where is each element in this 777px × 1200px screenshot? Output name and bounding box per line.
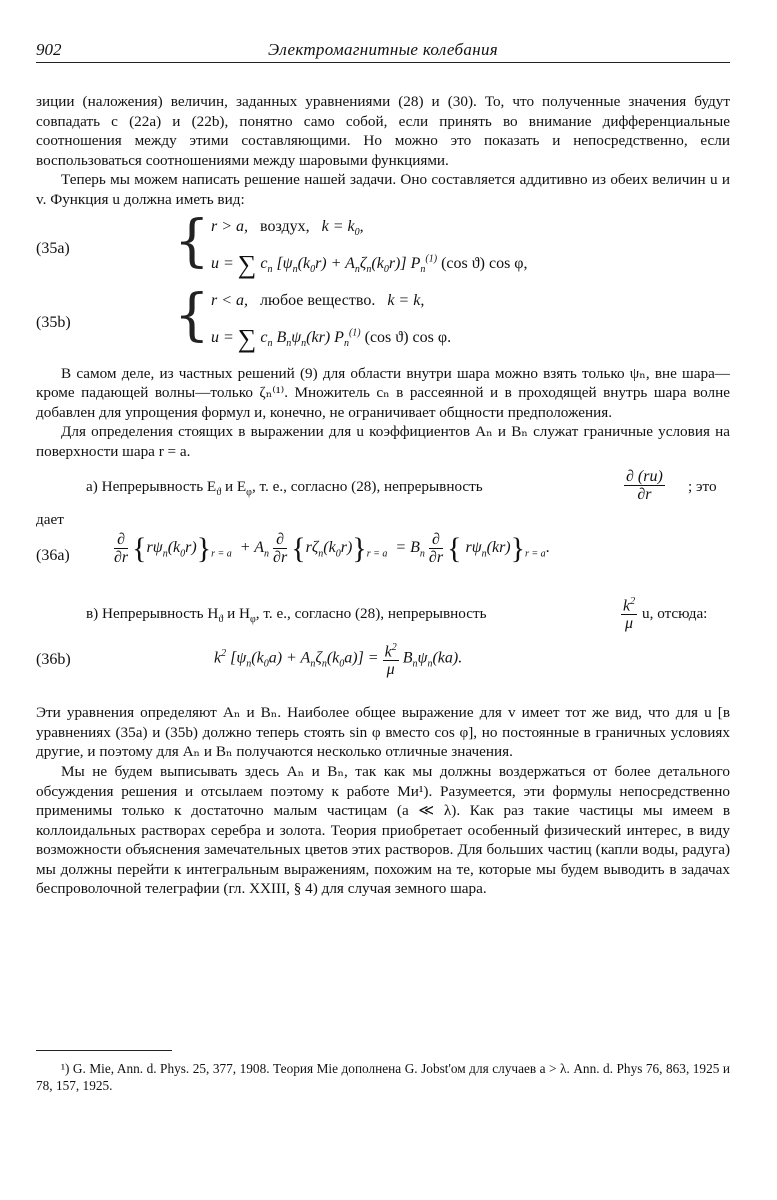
paragraph-4: Для определения стоящих в выражении для u коэффициентов Aₙ и Bₙ служат граничные условия на поверхности шара r = a. [36, 423, 730, 460]
page [36, 38, 730, 1093]
condition-b-tail: u, отсюда: [642, 605, 708, 623]
equation-label-35b: (35b) [36, 313, 71, 331]
equation-label-36b: (36b) [36, 651, 71, 669]
equation-36b [36, 639, 730, 687]
condition-b-text: в) Непрерывность $H_ϑ$ и $H_\varphi$, т. е., согласно (28), непрерывность [86, 605, 487, 626]
footnote [36, 1060, 730, 1094]
condition-b [36, 593, 730, 635]
running-title: Электромагнитные колебания [268, 40, 498, 59]
condition-a-text: a) Непрерывность $E_ϑ$ и $E_\varphi$, т. е., согласно (28), непрерывность [86, 477, 483, 498]
equation-35 [36, 210, 730, 358]
footnote-text: ¹) G. Mie, Ann. d. Phys. 25, 377, 1908. Теория Mie дополнена G. Jobst'ом для случаев a > λ. Ann. d. Phys 76, 863, 1925 и 78, 157, 1925. [36, 1061, 730, 1093]
fraction-k2-mu: $\frac{k^2}{\mu}$ [621, 593, 637, 632]
page-number: 902 [36, 40, 62, 59]
equation-36a [36, 529, 730, 589]
paragraph-2: Теперь мы можем написать решение нашей задачи. Оно составляется аддитивно из обеих величин u и v. Функция u должна иметь вид: [36, 171, 730, 208]
fraction-d-ru-dr: $\frac{\partial (ru)}{\partial r}$ [626, 467, 663, 503]
paragraph-6: Мы не будем выписывать здесь Aₙ и Bₙ, так как мы должны воздержаться от более детального обсуждения решения и отсылаем поэтому к работе Ми¹). Разумеется, эти формулы непосредственно применимы только к достаточно малым частицам (a ≪ λ). Как раз такие частицы мы имеем в коллоидальных растворах серебра и золота. Теория приобретает особенный физический интерес, в виду возможности объяснения замечательных цветов этих растворов. Для больших частиц (капли воды, радуга) мы должны перейти к интегральным выражениям, похожим на те, которые мы будем выводить в задачах беспроволочной телеграфии (гл. XXIII, § 4) для случая земного шара. [36, 762, 730, 898]
equation-36b-body: $k^2$ $[\psi_n(k_0a) + A_n\zeta_n(k_0a)]$ = $\frac{k^2}{\mu}$ $B_n\psi_n(ka)$. [214, 639, 462, 678]
equation-35a-line2: u = ∑ $c_n$ $[\psi_n(k_0r) + A_n\zeta_n(k_0r)]$ $P_n^{(1)}$ (cos ϑ) cos φ, [211, 249, 528, 279]
equation-label-35a: (35a) [36, 239, 70, 257]
equation-35b-line1: r < a, любое вещество. k = k, [211, 291, 425, 309]
footnote-rule [36, 1050, 172, 1051]
brace-35b: { [174, 282, 210, 348]
running-header [36, 38, 730, 63]
equation-36a-body: $\frac{\partial}{\partial r}$ $\{r\psi_n(k_0r)\}_{r = a} + A_n$ $\frac{\partial}{\partial r}$ $\{r\zeta_n(k_0r)\}_{r = a} = B_n$ $\frac{\partial}{\partial r}$ { $r\psi_n(kr)\}_{r = a}$. [114, 531, 550, 567]
paragraph-5: Эти уравнения определяют Aₙ и Bₙ. Наиболее общее выражение для v имеет тот же вид, что для u [в уравнениях (35a) и (35b) должно теперь стоять sin φ вместо cos φ], но постоянные в граничных условиях другие, и поэтому для Aₙ и Bₙ получаются несколько отличные значения. [36, 704, 730, 761]
equation-label-36a: (36a) [36, 547, 70, 565]
brace-35a: { [174, 208, 210, 274]
equation-35a-line1: r > a, воздух, $k = k_0$, [211, 217, 364, 238]
paragraph-3: В самом деле, из частных решений (9) для области внутри шара можно взять только ψₙ, вне шара—кроме падающей волны—только ζₙ⁽¹⁾. Множитель cₙ в рассеянной и в проходящей внутрь шара волне добавлен для упрощения формул и, конечно, не ограничивает общности предположения. [36, 364, 730, 421]
word-daet: дает [36, 510, 64, 528]
condition-a-tail: ; это [688, 477, 717, 495]
equation-35b-line2: u = ∑ $c_n$ $B_n\psi_n(kr)$ $P_n^{(1)}$ (cos ϑ) cos φ. [211, 323, 452, 353]
paragraph-1: зиции (наложения) величин, заданных уравнениями (28) и (30). То, что полученные значения будут совпадать с (22a) и (22b), понятно само собой, если принять во внимание дифференциальные соотношения между этими составляющими. Но можно это показать и непосредственно, если воспользоваться соотношениями между шаровыми функциями. [36, 93, 730, 169]
condition-a [36, 468, 730, 512]
